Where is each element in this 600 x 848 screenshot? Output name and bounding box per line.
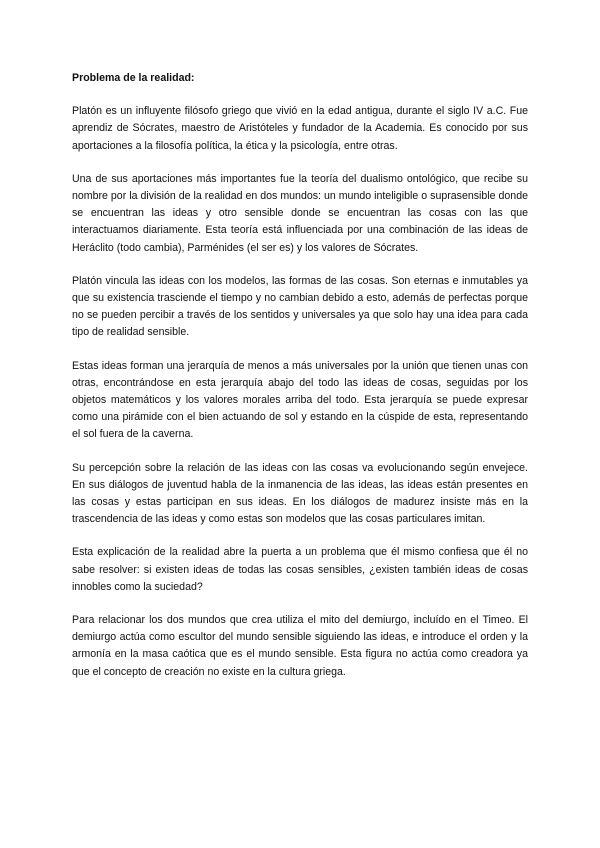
document-body xyxy=(72,70,528,697)
paragraph-7: Para relacionar los dos mundos que crea utiliza el mito del demiurgo, incluído en el Timeo. El demiurgo actúa como escultor del mundo sensible siguiendo las ideas, e introduce el orden y la armonía en la masa caótica que es el mundo sensible. Esta figura no actúa como creadora ya que el concepto de creación no existe en la cultura griega. xyxy=(72,614,528,678)
document-title: Problema de la realidad: xyxy=(72,72,195,84)
paragraph-6: Esta explicación de la realidad abre la puerta a un problema que él mismo confiesa que él no sabe resolver: si existen ideas de todas las cosas sensibles, ¿existen también ideas de cosas innobles como la suciedad? xyxy=(72,546,528,593)
paragraph-5: Su percepción sobre la relación de las ideas con las cosas va evolucionando según envejece. En sus diálogos de juventud habla de la inmanencia de las ideas, las ideas están presentes en las cosas y estas participan en sus ideas. En los diálogos de madurez insiste más en la trascendencia de las ideas y como estas son modelos que las cosas particulares imitan. xyxy=(72,461,528,526)
paragraph-4: Estas ideas forman una jerarquía de menos a más universales por la unión que tienen unas con otras, encontrándose en esta jerarquía abajo del todo las ideas de cosas, seguidas por los objetos matemáticos y los valores morales arriba del todo. Esta jerarquía se puede expresar como una pirámide con el bien actuando de sol y estando en la cúspide de esta, representando el sol fuera de la caverna. xyxy=(72,359,528,441)
paragraph-2: Una de sus aportaciones más importantes fue la teoría del dualismo ontológico, que recibe su nombre por la división de la realidad en dos mundos: un mundo inteligible o suprasensible donde se encuentran las ideas y otro sensible donde se encuentran las cosas con las que interactuamos diariamente. Esta teoría está influenciada por una combinación de las ideas de Heráclito (todo cambia), Parménides (el ser es) y los valores de Sócrates. xyxy=(72,172,528,254)
paragraph-3: Platón vincula las ideas con los modelos, las formas de las cosas. Son eternas e inmutables ya que su existencia trasciende el tiempo y no cambian debido a esto, además de perfectas porque no se pueden percibir a través de los sentidos y universales ya que solo hay una idea para cada tipo de realidad sensible. xyxy=(72,274,528,339)
paragraph-1: Platón es un influyente filósofo griego que vivió en la edad antigua, durante el siglo IV a.C. Fue aprendiz de Sócrates, maestro de Aristóteles y fundador de la Academia. Es conocido por sus aportaciones a la filosofía política, la ética y la psicología, entre otras. xyxy=(72,105,528,152)
